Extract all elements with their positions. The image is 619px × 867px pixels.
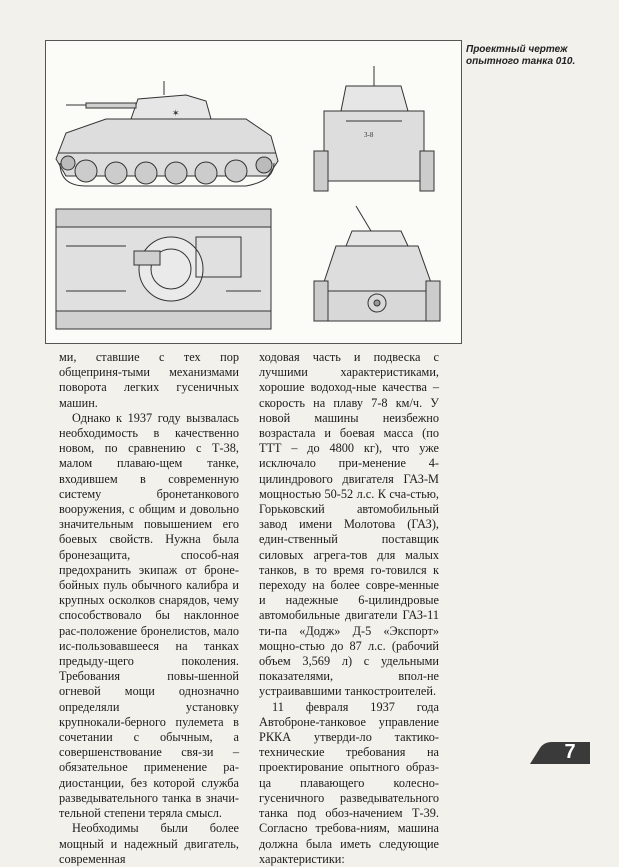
front-view [314,206,440,321]
top-view [56,209,271,329]
figure-caption: Проектный чертеж опытного танка 010. [466,44,576,67]
tank-blueprint-svg [46,41,461,343]
rear-view-label: 3-8 [364,131,374,139]
text-column-right [259,350,439,867]
page-number: 7 [564,741,576,763]
paragraph: ходовая часть и подвеска с лучшими характеристиками, хорошие водоход-ные качества – скорость на плаву 7-8 км/ч. У новой машины неизбежно возрастала и боевая масса (по ТТТ – до 4800 кг), что уже исключало при-менение 4-цилиндрового двигателя ГАЗ-М мощностью 50-52 л.с. К сча-стью, Горьковский автомобильный завод имени Молотова (ГАЗ), един-ственный поставщик силовых агрега-тов для малых танков, в то время го-товился к переходу на более совре-менные и надежные 6-цилиндровые автомобильные двигатели ГАЗ-11 ти-па «Додж» Д-5 «Экспорт» мощно-стью до 87 л.с. (рабочий объем 3,569 л) с удельными показателями, впол-не устраивавшими танкостроителей. [259,350,439,699]
paragraph: Однако к 1937 году вызвалась необходимость в качественно новом, по сравнению с Т-38, малом плаваю-щем танке, входившем в современную систему бронетанкового вооружения, с общим и довольно значительным повышением его боевых свойств. Нужна была бронезащита, способ-ная предохранить экипаж от броне-бойных пуль обычного калибра и крупных осколков снарядов, чему способствовало бы наклонное рас-положение бронелистов, мало ис-пользовавшееся на танках предыду-щего поколения. Требования повы-шенной огневой мощи однозначно определяли установку крупнокали-берного пулемета в сочетании с обычным, а совершенствование свя-зи – обязательное применение ра-диостанции, без которой служба разведывательного танка в значи-тельной степени теряла смысл. [59,410,239,821]
text-column-left [59,350,239,867]
svg-text:✶: ✶ [172,108,180,118]
paragraph: ми, ставшие с тех пор общеприня-тыми механизмами поворота легких гусеничных машин. [59,350,239,410]
paragraph: Необходимы были более мощный и надежный двигатель, современная [59,821,239,866]
side-view [56,81,278,186]
tank-drawing [45,40,462,344]
paragraph: 11 февраля 1937 года Автоброне-танковое управление РККА утверди-ло тактико-технические требования на проектирование опытного образ-ца плавающего колесно-гусеничного разведывательного танка под обоз-начением Т-39. Согласно требова-ниям, машина должна была иметь следующие характеристики: [259,699,439,866]
rear-view [314,66,434,191]
